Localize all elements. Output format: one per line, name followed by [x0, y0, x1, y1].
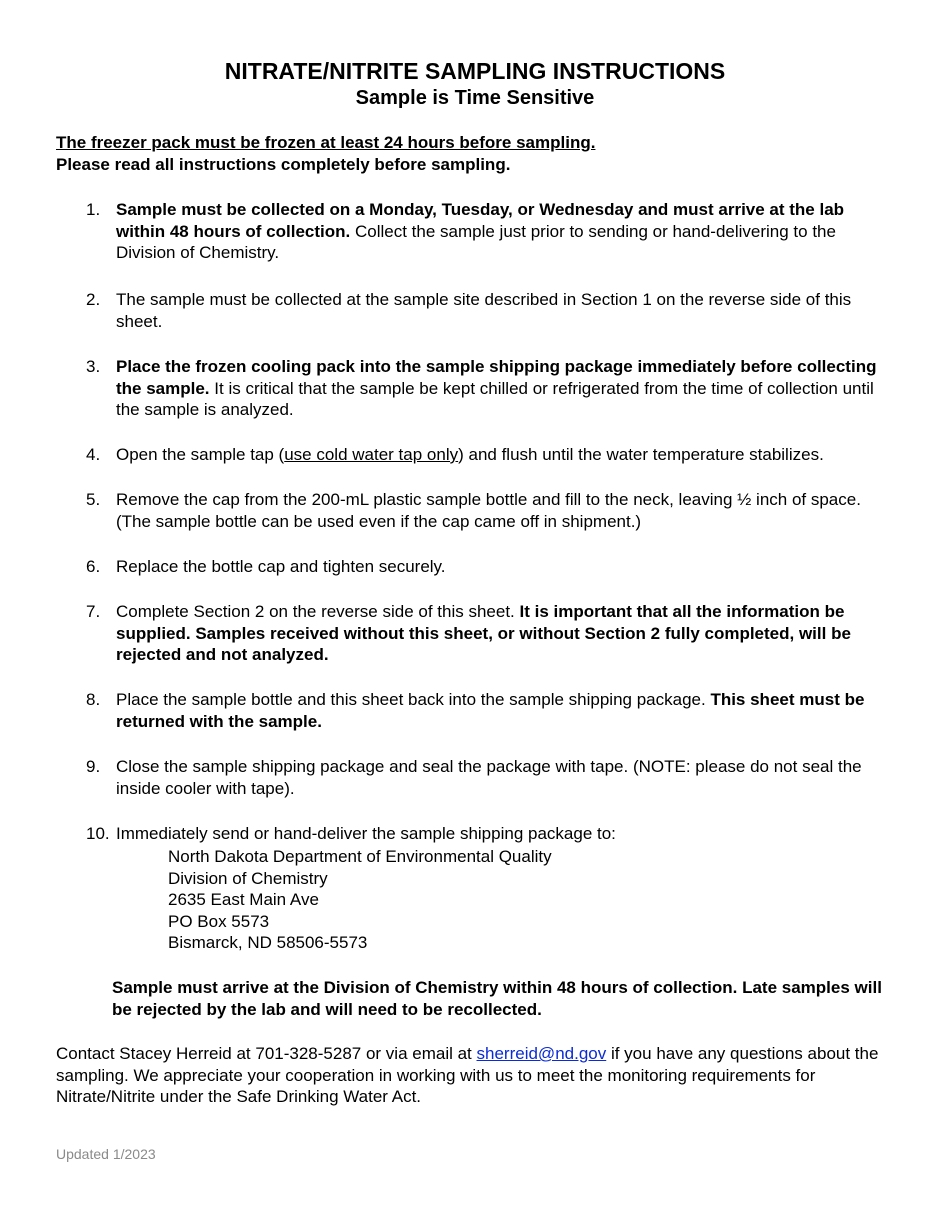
item-bold-text: Sample must be collected on a Monday, Tuesday, or Wednesday and must arrive at the lab within 48 hours of collection. [116, 200, 845, 241]
item-bold-text: It is important that all the information be supplied. Samples received without this sheet, or without Section 2 fully completed, will be rejected and not analyzed. [116, 602, 851, 664]
item-text: The sample must be collected at the sample site described in Section 1 on the reverse side of this sheet. [116, 290, 852, 331]
item-text: Place the sample bottle and this sheet back into the sample shipping package. [116, 690, 711, 709]
updated-date: Updated 1/2023 [56, 1146, 156, 1162]
contact-text: if you have any questions about the sampling. We appreciate your cooperation in working with us to meet the monitoring requirements for Nitrate/Nitrite under the Safe Drinking Water Act. [56, 1044, 879, 1106]
item-underlined-text: use cold water tap only [284, 445, 459, 464]
page-subtitle: Sample is Time Sensitive [355, 87, 595, 109]
item-number: 7. [86, 602, 101, 621]
contact-text: Contact Stacey Herreid at 701-328-5287 or via email at [56, 1044, 477, 1063]
item-bold-text: Place the frozen cooling pack into the sample shipping package immediately before collecting the sample. [116, 357, 877, 398]
page-title: NITRATE/NITRITE SAMPLING INSTRUCTIONS [224, 58, 726, 84]
freezer-warning: The freezer pack must be frozen at least 24 hours before sampling. [56, 133, 596, 152]
address-line: Division of Chemistry [168, 868, 328, 888]
item-bold-text: This sheet must be returned with the sample. [116, 690, 865, 731]
item-number: 1. [86, 200, 101, 219]
address-line: North Dakota Department of Environmental Quality [168, 847, 552, 866]
read-instructions-note: Please read all instructions completely before sampling. [56, 155, 511, 174]
item-text: Open the sample tap ( [116, 445, 285, 464]
mailing-address [168, 846, 552, 954]
address-line: PO Box 5573 [168, 911, 270, 931]
item-number: 10. [86, 824, 110, 843]
item-number: 5. [86, 490, 101, 509]
item-number: 6. [86, 557, 101, 576]
item-text: It is critical that the sample be kept chilled or refrigerated from the time of collection until the sample is analyzed. [116, 378, 874, 419]
item-number: 8. [86, 690, 101, 709]
list-item [86, 489, 896, 532]
contact-paragraph [56, 1043, 906, 1108]
item-text: Collect the sample just prior to sending or hand-delivering to the Division of Chemistry. [116, 221, 836, 262]
item-number: 2. [86, 290, 101, 309]
item-text: ) and flush until the water temperature stabilizes. [458, 445, 824, 464]
list-item [86, 601, 896, 666]
list-item [86, 689, 896, 732]
address-line: Bismarck, ND 58506-5573 [168, 933, 368, 952]
list-item [86, 823, 896, 845]
list-item [86, 199, 896, 264]
item-text: Remove the cap from the 200-mL plastic sample bottle and fill to the neck, leaving ½ inch of space. (The sample bottle can be used even if the cap came off in shipment.) [116, 490, 861, 531]
item-number: 4. [86, 445, 101, 464]
item-number: 9. [86, 757, 101, 776]
item-text: Replace the bottle cap and tighten securely. [116, 557, 446, 576]
item-text: Close the sample shipping package and seal the package with tape. (NOTE: please do not seal the inside cooler with tape). [116, 757, 862, 798]
list-item [86, 289, 896, 332]
list-item [86, 356, 896, 421]
arrival-warning: Sample must arrive at the Division of Chemistry within 48 hours of collection. Late samples will be rejected by the lab and will need to be recollected. [112, 978, 882, 1019]
list-item [86, 556, 896, 578]
list-item [86, 756, 896, 799]
item-number: 3. [86, 357, 101, 376]
email-link[interactable]: sherreid@nd.gov [476, 1044, 607, 1063]
item-text: Complete Section 2 on the reverse side of this sheet. [116, 602, 520, 621]
list-item [86, 444, 906, 466]
address-line: 2635 East Main Ave [168, 890, 319, 909]
item-text: Immediately send or hand-deliver the sample shipping package to: [116, 824, 616, 843]
